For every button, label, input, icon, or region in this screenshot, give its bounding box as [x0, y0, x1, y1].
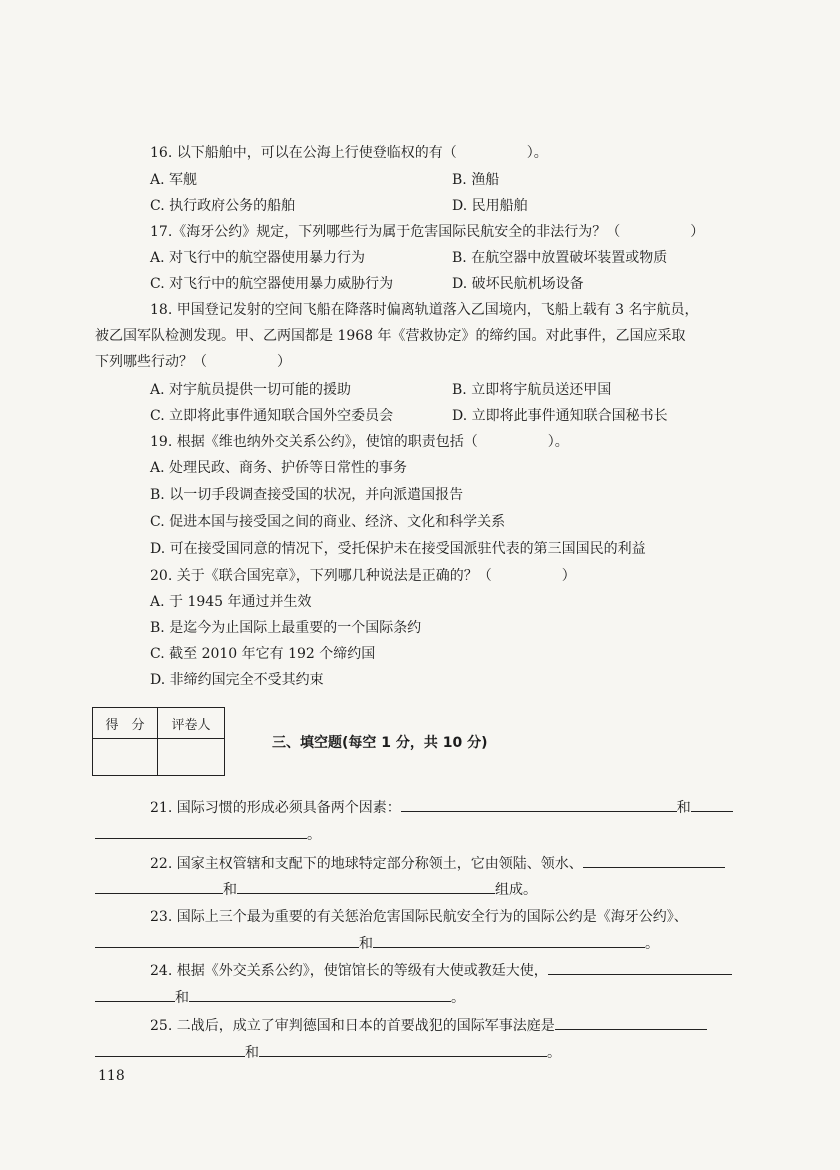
blank-21-2[interactable] — [95, 824, 307, 839]
option-20d: D. 非缔约国完全不受其约束 — [150, 672, 324, 688]
option-17b: B. 在航空器中放置破坏装置或物质 — [452, 250, 668, 266]
question-20: 20. 关于《联合国宪章》，下列哪几种说法是正确的？（ ） — [150, 568, 576, 584]
option-19d: D. 可在接受国同意的情况下，受托保护未在接受国派驻代表的第三国国民的利益 — [150, 541, 646, 557]
question-18-line2: 被乙国军队检测发现。甲、乙两国都是 1968 年《营救协定》的缔约国。对此事件，乙国应采取 — [95, 328, 686, 344]
question-25-and: 和 — [245, 1045, 259, 1061]
question-18-line1: 18. 甲国登记发射的空间飞船在降落时偏离轨道落入乙国境内，飞船上载有 3 名宇航员， — [150, 302, 699, 318]
question-21-cont — [95, 824, 321, 846]
question-21 — [150, 797, 733, 819]
score-cell[interactable] — [93, 739, 158, 776]
score-label: 得 分 — [93, 708, 158, 739]
blank-21-1[interactable] — [401, 797, 677, 812]
option-18d: D. 立即将此事件通知联合国秘书长 — [452, 408, 668, 424]
question-23-cont — [95, 933, 659, 955]
option-20b: B. 是迄今为止国际上最重要的一个国际条约 — [150, 620, 422, 636]
option-18b: B. 立即将宇航员送还甲国 — [452, 382, 612, 398]
question-22-cont — [95, 879, 537, 901]
option-19c: C. 促进本国与接受国之间的商业、经济、文化和科学关系 — [150, 514, 506, 530]
blank-22-1[interactable] — [583, 853, 725, 868]
question-21-text: 21. 国际习惯的形成必须具备两个因素： — [150, 800, 401, 816]
blank-24-2[interactable] — [95, 987, 175, 1002]
option-20a: A. 于 1945 年通过并生效 — [150, 594, 312, 610]
question-18-line3: 下列哪些行动？（ ） — [95, 354, 291, 370]
option-16b: B. 渔船 — [452, 172, 500, 188]
blank-24-1[interactable] — [548, 960, 732, 975]
option-18c: C. 立即将此事件通知联合国外空委员会 — [150, 408, 394, 424]
blank-23-1[interactable] — [95, 933, 359, 948]
question-23-end: 。 — [645, 936, 659, 952]
option-16c: C. 执行政府公务的船舶 — [150, 198, 296, 214]
option-20c: C. 截至 2010 年它有 192 个缔约国 — [150, 646, 376, 662]
question-24-cont — [95, 987, 465, 1009]
blank-25-1[interactable] — [555, 1015, 707, 1030]
question-22-text: 22. 国家主权管辖和支配下的地球特定部分称领土，它由领陆、领水、 — [150, 856, 583, 872]
blank-22-2[interactable] — [95, 879, 223, 894]
grader-label: 评卷人 — [158, 708, 225, 739]
question-16: 16. 以下船舶中，可以在公海上行使登临权的有（ ）。 — [150, 145, 548, 161]
option-18a: A. 对宇航员提供一切可能的援助 — [150, 382, 352, 398]
question-19: 19. 根据《维也纳外交关系公约》，使馆的职责包括（ ）。 — [150, 434, 569, 450]
page-number: 118 — [98, 1068, 125, 1084]
question-24-text: 24. 根据《外交关系公约》，使馆馆长的等级有大使或教廷大使， — [150, 963, 548, 979]
blank-25-2[interactable] — [95, 1042, 245, 1057]
section-title: 三、填空题(每空 1 分，共 10 分) — [272, 735, 488, 751]
option-19a: A. 处理民政、商务、护侨等日常性的事务 — [150, 460, 408, 476]
blank-23-2[interactable] — [373, 933, 645, 948]
option-16a: A. 军舰 — [150, 172, 198, 188]
grader-cell[interactable] — [158, 739, 225, 776]
question-24-end: 。 — [451, 990, 465, 1006]
option-17d: D. 破坏民航机场设备 — [452, 276, 584, 292]
option-17c: C. 对飞行中的航空器使用暴力威胁行为 — [150, 276, 394, 292]
question-25-text: 25. 二战后，成立了审判德国和日本的首要战犯的国际军事法庭是 — [150, 1018, 555, 1034]
blank-25-3[interactable] — [259, 1042, 547, 1057]
question-21-end: 。 — [307, 827, 321, 843]
question-25 — [150, 1015, 707, 1037]
option-19b: B. 以一切手段调查接受国的状况，并向派遣国报告 — [150, 487, 464, 503]
question-22-end: 组成。 — [495, 882, 537, 898]
question-25-end: 。 — [547, 1045, 561, 1061]
question-24 — [150, 960, 732, 982]
blank-21-2-start[interactable] — [691, 797, 733, 812]
question-25-cont — [95, 1042, 561, 1064]
score-table — [92, 707, 225, 776]
blank-22-3[interactable] — [237, 879, 495, 894]
question-21-and: 和 — [676, 800, 691, 816]
question-22-and: 和 — [223, 882, 237, 898]
question-17: 17.《海牙公约》规定，下列哪些行为属于危害国际民航安全的非法行为？（ ） — [150, 224, 705, 240]
question-22 — [150, 853, 725, 875]
option-16d: D. 民用船舶 — [452, 198, 528, 214]
question-23: 23. 国际上三个最为重要的有关惩治危害国际民航安全行为的国际公约是《海牙公约》、 — [150, 909, 688, 925]
option-17a: A. 对飞行中的航空器使用暴力行为 — [150, 250, 366, 266]
question-24-and: 和 — [175, 990, 189, 1006]
blank-24-3[interactable] — [189, 987, 451, 1002]
question-23-and: 和 — [359, 936, 373, 952]
